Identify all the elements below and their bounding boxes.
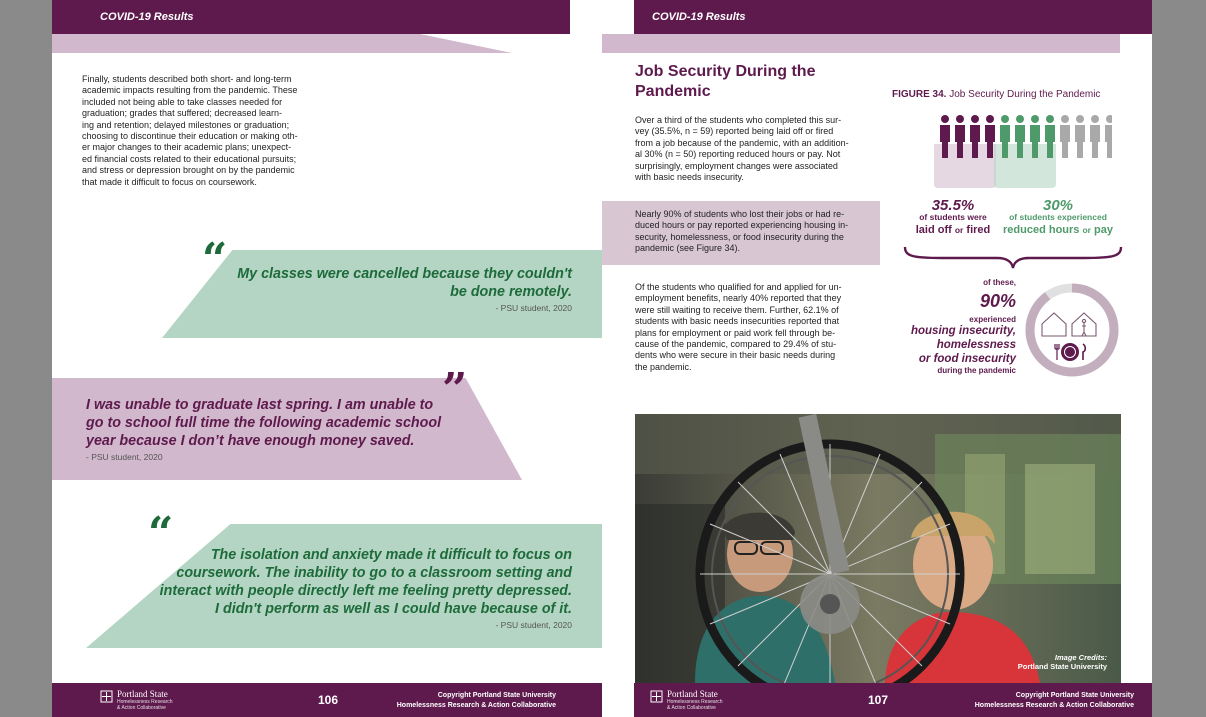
photo-illustration bbox=[635, 414, 1121, 683]
text-line: that made it difficult to focus on coursework. bbox=[82, 176, 257, 187]
text-line: included not being able to take classes needed for bbox=[82, 96, 283, 107]
text-line: students with basic needs insecurities reported that bbox=[635, 316, 840, 327]
text-line: academic impacts resulting from the pandemic. These bbox=[82, 85, 298, 96]
title-line: Job Security During the bbox=[635, 63, 816, 80]
section-title: COVID-19 Results bbox=[100, 11, 194, 23]
laid-off-stat bbox=[912, 197, 994, 236]
text-line: were still waiting to receive them. Further, 62.1% of bbox=[635, 304, 839, 315]
reduced-percent: 30% bbox=[1042, 197, 1074, 214]
text-line: graduation; grades that suffered; decreased learn- bbox=[82, 108, 282, 119]
right-page bbox=[602, 0, 1152, 717]
open-quote-icon: “ bbox=[202, 234, 228, 285]
text-line: dents who were secure in their basic needs during bbox=[635, 350, 836, 361]
or-word: or bbox=[954, 225, 964, 235]
quote-text bbox=[86, 396, 441, 450]
laid-off-percent: 35.5% bbox=[931, 197, 975, 214]
header-ribbon bbox=[52, 34, 512, 53]
logo-sub: Homelessness Research bbox=[117, 699, 173, 705]
or-word: or bbox=[1082, 225, 1091, 235]
credit-label: Image Credits: bbox=[1054, 653, 1107, 662]
logo-name: Portland State bbox=[667, 689, 718, 699]
homelessness: homelessness bbox=[936, 339, 1016, 351]
text-line: with basic needs insecurity. bbox=[635, 172, 744, 183]
text-line: al 30% (n = 50) reporting reduced hours or pay. Not bbox=[635, 149, 841, 160]
logo-sub: Homelessness Research bbox=[667, 699, 723, 705]
text-line: Nearly 90% of students who lost their jobs or had re- bbox=[635, 209, 845, 219]
figure-caption bbox=[892, 89, 1100, 100]
of-these: of these, bbox=[983, 278, 1016, 287]
fired-term: fired bbox=[966, 224, 991, 236]
text-line: ing and retention; delayed milestones or graduation; bbox=[82, 119, 290, 130]
person-other-icon bbox=[1090, 115, 1100, 158]
psu-logo-icon bbox=[650, 690, 663, 703]
text-line: duced hours or pay reported experiencing housing in- bbox=[635, 220, 849, 231]
text-line: from a job because of the pandemic, with an addition- bbox=[635, 137, 849, 148]
insecure-percent: 90% bbox=[979, 291, 1016, 311]
laid-off-term: laid off bbox=[915, 224, 952, 236]
person-other-icon bbox=[1060, 115, 1070, 158]
callout-box bbox=[602, 201, 880, 265]
psu-logo bbox=[100, 689, 173, 711]
house-icon bbox=[1042, 313, 1066, 336]
insecurity-stat bbox=[898, 278, 1016, 375]
credit-source: Portland State University bbox=[1017, 662, 1107, 671]
title-line: Pandemic bbox=[635, 83, 711, 100]
org-text: Homelessness Research & Action Collaborative bbox=[396, 701, 556, 709]
text-line: security, homelessness, or food insecurity during the bbox=[635, 231, 844, 242]
text-line: surprisingly, employment changes were associated bbox=[635, 160, 838, 171]
text-line: employment benefits, nearly 40% reported that they bbox=[635, 293, 842, 304]
reduced-term: reduced hours bbox=[1003, 224, 1080, 236]
quote-attribution: - PSU student, 2020 bbox=[495, 303, 572, 313]
insecurity-donut bbox=[1022, 280, 1122, 380]
text-line: Over a third of the students who completed this sur- bbox=[635, 115, 842, 125]
page-title bbox=[635, 62, 855, 102]
left-page bbox=[52, 0, 602, 717]
section-title: COVID-19 Results bbox=[652, 11, 746, 23]
quote-line: be done remotely. bbox=[450, 284, 572, 300]
quote-text bbox=[160, 546, 572, 618]
food-insecurity: or food insecurity bbox=[918, 353, 1016, 365]
copyright-text: Copyright Portland State University bbox=[1015, 692, 1134, 699]
quote-line: coursework. The inability to go to a classroom setting and bbox=[176, 565, 572, 581]
quote-line: year because I don’t have enough money saved. bbox=[86, 433, 415, 449]
quote-block-2 bbox=[52, 364, 522, 480]
students-bike-photo bbox=[635, 414, 1121, 683]
text-line: vey (35.5%, n = 59) reported being laid off or fired bbox=[635, 126, 834, 137]
section-header bbox=[634, 0, 1152, 34]
quote-line: I didn't perform as well as I could have because of it. bbox=[215, 601, 572, 617]
text-line: ed financial costs related to their educational pursuits; bbox=[82, 153, 297, 164]
quote-line: My classes were cancelled because they couldn't bbox=[237, 266, 572, 282]
plate-icon bbox=[1055, 343, 1085, 361]
footer-copyright bbox=[397, 691, 556, 710]
intro-paragraph bbox=[82, 74, 322, 188]
quote-line: I was unable to graduate last spring. I am unable to bbox=[86, 397, 434, 413]
quote-text bbox=[237, 265, 572, 301]
page-number: 107 bbox=[868, 693, 889, 707]
paragraph-2 bbox=[635, 282, 871, 373]
logo-sub: & Action Collaborative bbox=[667, 705, 716, 711]
psu-logo-icon bbox=[100, 690, 113, 703]
copyright-text: Copyright Portland State University bbox=[437, 692, 556, 699]
close-quote-icon: ” bbox=[442, 364, 468, 415]
footer-copyright bbox=[975, 691, 1134, 710]
text-line: pandemic (see Figure 34). bbox=[635, 243, 741, 254]
psu-logo bbox=[650, 689, 723, 711]
reduced-line1: of students experienced bbox=[1009, 212, 1107, 222]
open-quote-icon: “ bbox=[148, 508, 174, 559]
text-line: Of the students who qualified for and applied for un- bbox=[635, 282, 842, 292]
experienced-word: experienced bbox=[969, 315, 1016, 324]
person-other-icon bbox=[1075, 115, 1085, 158]
image-credit bbox=[1018, 653, 1107, 671]
text-line: and stress or depression brought on by the pandemic bbox=[82, 165, 295, 176]
quote-line: The isolation and anxiety made it difficult to focus on bbox=[210, 547, 572, 563]
text-line: choosing to discontinue their education or making oth- bbox=[82, 131, 298, 142]
pay-term: pay bbox=[1094, 224, 1113, 236]
page-footer bbox=[634, 683, 1152, 717]
quote-block-3 bbox=[86, 508, 602, 648]
page-number: 106 bbox=[318, 693, 339, 707]
text-line: Finally, students described both short- and long-term bbox=[82, 74, 292, 84]
quote-block-1 bbox=[162, 234, 602, 338]
quote-attribution: - PSU student, 2020 bbox=[86, 452, 163, 462]
laid-off-line1: of students were bbox=[919, 212, 987, 222]
quote-attribution: - PSU student, 2020 bbox=[495, 620, 572, 630]
text-line: plans for employment or paid work fell through be- bbox=[635, 327, 836, 338]
grouping-brace bbox=[902, 244, 1124, 270]
housing-insecurity: housing insecurity, bbox=[910, 325, 1016, 337]
org-text: Homelessness Research & Action Collaborative bbox=[974, 701, 1134, 709]
page-footer bbox=[52, 683, 602, 717]
people-icon-chart bbox=[932, 114, 1112, 196]
reduced-stat bbox=[998, 197, 1118, 236]
paragraph-1 bbox=[635, 115, 871, 183]
house-person-icon bbox=[1072, 313, 1096, 336]
logo-sub: & Action Collaborative bbox=[117, 705, 166, 711]
text-line: er major changes to their academic plans; unexpect- bbox=[82, 142, 292, 153]
header-ribbon bbox=[602, 34, 1120, 53]
text-line: cause of the pandemic, compared to 29.4% of stu- bbox=[635, 339, 837, 350]
logo-name: Portland State bbox=[117, 689, 168, 699]
during-pandemic: during the pandemic bbox=[937, 366, 1016, 375]
person-other-icon bbox=[1105, 115, 1112, 158]
figure-title: Job Security During the Pandemic bbox=[949, 89, 1101, 100]
quote-line: go to school full time the following academic school bbox=[86, 415, 442, 431]
figure-label: FIGURE 34. bbox=[892, 89, 947, 100]
quote-line: interact with people directly left me feeling pretty depressed. bbox=[159, 583, 572, 599]
text-line: the pandemic. bbox=[635, 361, 692, 372]
section-header bbox=[52, 0, 570, 34]
